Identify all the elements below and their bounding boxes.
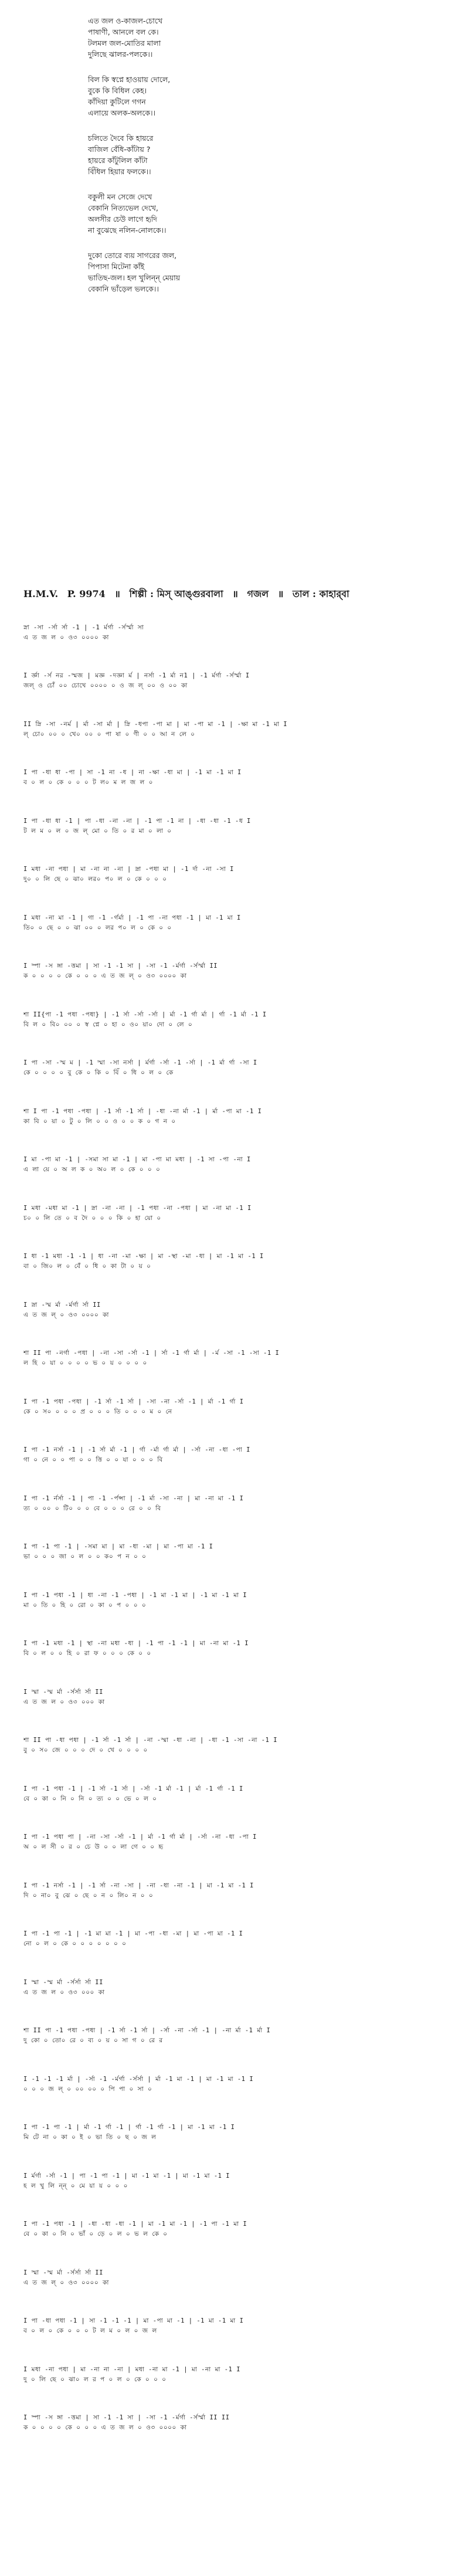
swara-line: I পা -1 পধা পা | -না -সা -র্সা -1 | র্মা -1 র্গা র্মা | -র্সা -না -ধা -পা I [23, 1833, 257, 1841]
swara-line: I স্মা -স্ম র্মা -র্সর্সা র্সা II [23, 2269, 103, 2276]
lyric-syllable-line: ০ ০ ০ জ ল্ ০ ০০ ০০ ০ পি পা ০ সা ০ [23, 2085, 152, 2093]
lyric-syllable-line: এ লা য়ে ০ অ ল ক ০ অ০ ল ০ কে ০ ০ ০ [23, 1166, 161, 1173]
notation-block [23, 2365, 457, 2414]
swara-line: I পা -ধা ধা -পা | সা -1 না -ধ | না -ক্ষা -ধা মা | -1 মা -1 মা I [23, 769, 242, 776]
lyric-stanza-3 [88, 133, 381, 177]
separator: ॥ [114, 588, 120, 599]
separator: ॥ [232, 588, 238, 599]
lyric-line: পিপাসা মিটেনা কাঁই [88, 262, 145, 271]
lyric-syllable-line: ট ল ম ০ ল ০ জ ল্ মো ০ তি ০ র মা ০ লা ০ [23, 827, 172, 835]
swara-line: I মধা -মধা মা -1 | স্না -না -না | -1 পধা -না -পধা | মা -না মা -1 I [23, 1204, 252, 1212]
lyric-line: বিঁধিল হিয়ার ফলকে।। [88, 167, 151, 176]
swara-line: শা II পা -ধা পধা | -1 র্সা -1 র্সা | -না -স্মা -ধা -না | -ধা -1 -সা -না -1 I [23, 1737, 278, 1744]
lyric-syllable-line: দু ০ লি ছে ০ ঝা০ ল র প ০ ল ০ কে ০ ০ ০ [23, 2375, 166, 2383]
notation-block [23, 1300, 457, 1349]
notation-block [23, 1252, 457, 1300]
lyric-stanza-4 [88, 191, 381, 236]
lyric-syllable-line: নো ০ ল ০ কে ০ ০ ০ ০ ০ ০ ০ [23, 1940, 127, 1947]
lyric-stanza-5 [88, 250, 381, 294]
lyric-syllable-line: ত্য ০ ০০ ০ টি০ ০ ০ বে ০ ০ ০ রে ০ ০ বি [23, 1504, 161, 1512]
notation-block [23, 1542, 457, 1591]
notation-block [23, 1978, 457, 2026]
label-name: H.M.V. [23, 588, 59, 599]
lyric-syllable-line: এ ত জ ল্ ০ ও৩ ০০০০ কা [23, 1311, 109, 1318]
lyric-syllable-line: এ ত জ ল ০ ও৩ ০০০০ কা [23, 634, 109, 641]
swara-line: I স্না -স্ম র্মা -র্মর্গা র্সা II [23, 1301, 101, 1309]
lyric-line: কাঁদিয়া কুটিলে গগন [88, 97, 146, 106]
song-lyrics [88, 15, 381, 309]
notation-block [23, 1397, 457, 1446]
notation-block [23, 1058, 457, 1107]
swara-line: শা II পা -নর্গা -পধা | -না -সা -র্সা -1 | র্সা -1 র্গা র্মা | -র্ম -সা -1 -সা -1 I [23, 1350, 280, 1357]
lyric-syllable-line: চ০ ০ লি তে ০ ব দৈ ০ ০ ০ কি ০ হা য়ো ০ [23, 1214, 161, 1222]
lyric-syllable-line: ব ০ ল ০ কে ০ ০ ০ ট ল ম ০ ল ০ জ ল [23, 2327, 157, 2334]
record-number: P. 9974 [67, 588, 106, 599]
notation-block [23, 1736, 457, 1784]
lyric-line: হায়রে কাঁটুলিল কাঁটা [88, 156, 148, 165]
lyric-syllable-line: ল্ চো০ ০০ ০ খে০ ০০ ০ পা ষা ০ ণী ০ ০ আ ন লে ০ [23, 730, 195, 738]
swara-line: I ধা -1 মধা -1 -1 | ধা -না -মা -ক্ষা | মা -স্থা -মা -ধা | মা -1 মা -1 I [23, 1253, 264, 1260]
lyric-line: দুকো তোরে ব্যয় সাগরের জল, [88, 251, 177, 260]
lyric-line: বকুলী মন সেজে দেখে [88, 192, 152, 201]
notation-block [23, 1784, 457, 1833]
lyric-syllable-line: কে ০ স০ ০ ০ ০ প্র ০ ০ ০ তি ০ ০ ০ ম ০ নে [23, 1408, 172, 1415]
notation-block [23, 1494, 457, 1543]
lyric-stanza-2 [88, 74, 381, 118]
swara-line: I পা -1 নর্সা -1 | -1 র্সা -না -সা | -না -ধা -না -1 | মা -1 মা -1 I [23, 1882, 254, 1889]
notation-block [23, 2026, 457, 2075]
swara-line: স্না -সা -র্সা র্সা -1 | -1 র্মর্গা -র্সর্স্মা সা [23, 624, 144, 631]
lyric-syllable-line: হ ল খু লি ন্ন্ ০ মে য়া য় ০ ০ ০ [23, 2182, 128, 2189]
swara-line: I পা -1 পা -1 | -সমা মা | মা -ধা -মা | মা -পা মা -1 I [23, 1543, 213, 1550]
lyric-syllable-line: জল্ ও চোঁ ০০ চোখে ০০০০ ০ ও জ ল্ ০০ ও ০০ কা [23, 682, 188, 689]
lyric-syllable-line: ক ০ ০ ০ ০ কে ০ ০ ০ এ ত জ ল্ ০ ও৩ ০০০০ কা [23, 972, 187, 979]
swara-line: শা II পা -1 পধা -পধা | -1 র্সা -1 র্সা | -র্সা -না -র্সা -1 | -না র্মা -1 র্মা I [23, 2027, 271, 2034]
swara-line: শা II{পা -1 পধা -পধা} | -1 র্সা -র্সা -র্সা | র্মা -1 র্গা র্মা | র্গা -1 র্মা -1 I [23, 1011, 267, 1018]
lyric-line: চলিতে দৈবে কি হায়রে [88, 134, 154, 143]
lyric-line: বেকানি নিত্যভেল দেখে, [88, 204, 158, 212]
lyric-line: বুকে কি বিধিল কেহ। [88, 86, 147, 95]
swara-line: I পা -1 মধা -1 | স্থা -না মধা -ধা | -1 পা -1 -1 | মা -না মা -1 I [23, 1640, 249, 1647]
lyric-syllable-line: বা ০ জি০ ল ০ বেঁ ০ ধি ০ কা টা ০ য় ০ [23, 1263, 151, 1270]
lyric-syllable-line: ল হি ০ য়া ০ ০ ০ ০ ভ ০ য় ০ ০ ০ ০ [23, 1360, 147, 1367]
lyric-syllable-line: বে ০ কা ০ নি ০ নি ০ ত্য ০ ০ ভে ০ ল ০ [23, 1795, 157, 1802]
record-header [23, 587, 451, 602]
taal-name: তাল : কাহার্‌বা [292, 588, 349, 599]
swara-line: I স্পা -স ঙ্গা -ত্তমা | সা -1 -1 সা | -সা -1 -র্মর্গা -র্সর্স্মা II II [23, 2414, 230, 2421]
lyric-syllable-line: অ ০ ল সী ০ র ০ চে উ ০ ০ লা গে ০ ০ হৃ [23, 1843, 164, 1850]
lyric-syllable-line: ব ০ ল ০ কে ০ ০ ০ ট ল০ ম ল জ ল ০ [23, 779, 153, 786]
swara-line: I স্পা -স ঙ্গা -ত্তমা | সা -1 -1 সা | -সা -1 -র্মর্গা -র্সর্স্মা II [23, 962, 218, 970]
notation-block [23, 671, 457, 720]
lyric-line: ভাতিছ-জল। হল খুলিন্ন্ মেয়ায় [88, 273, 181, 282]
notation-block [23, 1687, 457, 1736]
notation-block [23, 2413, 457, 2462]
lyric-syllable-line: দু০ ০ লি ছে ০ ঝা০ লর০ প০ ল ০ কে ০ ০ ০ [23, 876, 167, 883]
lyric-syllable-line: তি০ ০ ছে ০ ০ ঝা ০০ ০ লর প০ ল ০ কে ০ ০ [23, 924, 172, 931]
swara-line: I পা -1 পধা -1 | ধা -না -1 -পধা | -1 মা -1 মা | -1 মা -1 মা I [23, 1591, 247, 1599]
lyric-syllable-line: বু ০ স০ জে ০ ০ ০ দে ০ খে ০ ০ ০ ০ [23, 1747, 148, 1754]
swara-line: I পা -1 র্নর্সা -1 | পা -1 -র্পন্সা | -1 র্মা -সা -না | মা -না মা -1 I [23, 1494, 244, 1502]
lyric-syllable-line: গা ০ নে ০ ০ পা ০ ০ ত্তি ০ ০ যা ০ ০ ০ বি [23, 1456, 163, 1463]
swara-line: II স্নি -সা -নর্ম | র্মা -সা র্মা | স্নি -ধপা -পা মা | মা -পা মা -1 | -ক্ষা মা -1 মা I [23, 720, 288, 728]
swara-line: I পা -1 নর্সা -1 | -1 র্সা র্মা -1 | র্গা -র্মা র্গা র্মা | -র্সা -না -ধা -পা I [23, 1446, 250, 1453]
lyric-syllable-line: এ ত জ ল ০ ও৩ ০০০ কা [23, 1698, 105, 1706]
lyric-syllable-line: মি টে না ০ কা ০ ই ০ ভা তি ০ ছ ০ জ ল [23, 2134, 157, 2141]
notation-block [23, 1010, 457, 1059]
notation-block [23, 623, 457, 671]
lyric-line: না বুঝেছে নলিন-নোলকে।। [88, 226, 166, 235]
notation-block [23, 1204, 457, 1252]
lyric-syllable-line: দু কো ০ তো০ রে ০ ব্য ০ য় ০ সা গ ০ রে র [23, 2037, 163, 2044]
artist-name: শিল্পী : মিস্ আঙ্গুরবালা [129, 588, 223, 599]
notation-block [23, 1881, 457, 1930]
lyric-line: এত জল ও-কাজল-চোখে [88, 16, 163, 25]
swara-line: শা I পা -1 পধা -পধা | -1 র্সা -1 র্সা | -ধা -না র্মা -1 | র্মা -পা মা -1 I [23, 1107, 262, 1115]
notation-block [23, 2123, 457, 2171]
notation-block [23, 961, 457, 1010]
lyric-line: পাষাণী, আনলে বল কে। [88, 28, 159, 36]
notation-block [23, 2171, 457, 2220]
swara-line: I মধা -না পধা | মা -না না -না | স্না -পধা মা | -1 র্দা -না -সা I [23, 866, 234, 873]
notation-block [23, 2075, 457, 2123]
lyric-syllable-line: বি ল ০ বি০ ০০ ০ স্ব প্নে ০ হা ০ ও০ য়া০ দো ০ লে ০ [23, 1021, 193, 1028]
swara-line: I মা -পা মা -1 | -সমা সা মা -1 | মা -পা মা মধা | -1 সা -পা -না I [23, 1156, 251, 1163]
swara-line: I পা -সা -স্ম ম | -1 স্মা -সা নর্সা | র্মর্গা -র্সা -1 -র্সা | -1 র্মা র্গা -সা I [23, 1059, 257, 1066]
notation-block [23, 1639, 457, 1687]
swara-line: I পা -1 পধা -1 | -ধা -ধা -ধা -1 | মা -1 মা -1 | -1 পা -1 মা I [23, 2221, 247, 2228]
swara-line: I পা -ধা ধা -1 | পা -ধা -না -না | -1 পা -1 না | -ধা -ধা -1 -ধ I [23, 817, 251, 825]
swara-line: I পা -ধা পধা -1 | সা -1 -1 -1 | মা -পা মা -1 | -1 মা -1 মা I [23, 2317, 244, 2324]
lyric-syllable-line: ক ০ ০ ০ ০ কে ০ ০ ০ এ ত জ ল ০ ও৩ ০০০০ কা [23, 2424, 187, 2431]
notation-block [23, 768, 457, 816]
notation-block [23, 865, 457, 913]
swara-line: I র্জ্ঞা -র্স নর -স্মজ | মজ্ঞ -দজ্ঞা র্ম | নর্সা -1 র্মা ন1 | -1 র্মর্গা -র্সর্স্মা I [23, 672, 250, 679]
lyric-syllable-line: মা ০ তি ০ হি ০ রো ০ কা ০ প ০ ০ ০ [23, 1601, 147, 1609]
genre-name: গজল [247, 588, 269, 599]
notation-block [23, 1445, 457, 1494]
notation-block [23, 1832, 457, 1881]
lyric-line: অলসীর চেউ লাগে হৃদি [88, 215, 157, 223]
swara-line: I মধা -না পধা | মা -না না -না | মধা -না মা -1 | মা -না মা -1 I [23, 2365, 241, 2373]
notation-block [23, 1155, 457, 1204]
swaralipi-notation [23, 623, 457, 2462]
notation-block [23, 1591, 457, 1639]
lyric-stanza-1 [88, 15, 381, 60]
lyric-line: দুলিছে ঝালর-পলকে।। [88, 50, 153, 59]
lyric-syllable-line: বে ০ কা ০ নি ০ ভাঁ ০ ড়ে ০ ল ০ ভ ল কে ০ [23, 2231, 168, 2238]
lyric-syllable-line: বি ০ ল ০ ০ হি ০ রা ফ ০ ০ ০ কে ০ ০ [23, 1650, 151, 1657]
swara-line: I পা -1 পধা -পধা | -1 র্সা -1 র্সা | -সা -না -র্সা -1 | র্মা -1 র্গা I [23, 1398, 244, 1405]
notation-block [23, 2268, 457, 2317]
swara-line: I স্মা -স্ম র্মা -র্সর্সা র্সা II [23, 1978, 103, 1986]
lyric-syllable-line: কা বি ০ য়া ০ টু ০ লি ০ ০ ও ০ ০ ক ০ গ ন ০ [23, 1117, 176, 1125]
notation-block [23, 2219, 457, 2268]
notation-block [23, 2316, 457, 2365]
notation-block [23, 1348, 457, 1397]
notation-block [23, 913, 457, 962]
lyric-line: এলায়ে অলক-অলকে।। [88, 109, 156, 117]
lyric-syllable-line: কে ০ ০ ০ ০ বু কে ০ কি ০ বিঁ ০ ধি ০ ল ০ কে [23, 1069, 174, 1076]
swara-line: I পা -1 পধা -1 | -1 র্সা -1 র্সা | -র্সা -1 র্মা -1 | র্মা -1 র্গা -1 I [23, 1785, 243, 1792]
swara-line: I পা -1 পা -1 | -1 মা মা -1 | মা -পা -ধা -মা | মা -পা মা -1 I [23, 1930, 243, 1937]
swara-line: I -1 -1 -1 র্মা | -র্সা -1 -র্মর্গা -র্সর্সা | র্মা -1 মা -1 | মা -1 মা -1 I [23, 2075, 254, 2083]
notation-block [23, 1107, 457, 1155]
lyric-line: টলমল জল-মোতির মালা [88, 39, 161, 48]
lyric-line: বিল কি স্বপ্নে হাওয়ায় দোলে, [88, 75, 171, 84]
lyric-syllable-line: ভা ০ ০ ০ জা ০ ল ০ ০ ক০ প ন ০ ০ [23, 1553, 147, 1560]
lyric-syllable-line: দি ০ না০ বু ঝে ০ ছে ০ ন ০ লি০ ন ০ ০ [23, 1892, 154, 1899]
lyric-line: বেকানি ভাঁড়েল ভলকে।। [88, 284, 159, 293]
swara-line: I র্মর্গা -র্সা -1 | পা -1 পা -1 | মা -1 মা -1 | মা -1 মা -1 I [23, 2172, 230, 2180]
swara-line: I পা -1 পা -1 | র্মা -1 র্গা -1 | র্গা -1 র্গা -1 | মা -1 মা -1 I [23, 2124, 235, 2131]
notation-block [23, 1929, 457, 1978]
notation-block [23, 816, 457, 865]
separator: ॥ [277, 588, 284, 599]
swara-line: I স্মা -স্ম র্মা -র্সর্সা র্সা II [23, 1688, 103, 1696]
lyric-syllable-line: এ ত জ ল ০ ও৩ ০০০ কা [23, 1988, 105, 1996]
swara-line: I মধা -না মা -1 | গা -1 -র্গর্মা | -1 পা -না পধা -1 | মা -1 মা I [23, 914, 241, 921]
notation-block [23, 720, 457, 768]
lyric-line: বাজিল বেঁধি-কাঁটায় ? [88, 145, 151, 154]
lyric-syllable-line: এ ত জ ল্ ০ ও৩ ০০০০ কা [23, 2279, 109, 2286]
